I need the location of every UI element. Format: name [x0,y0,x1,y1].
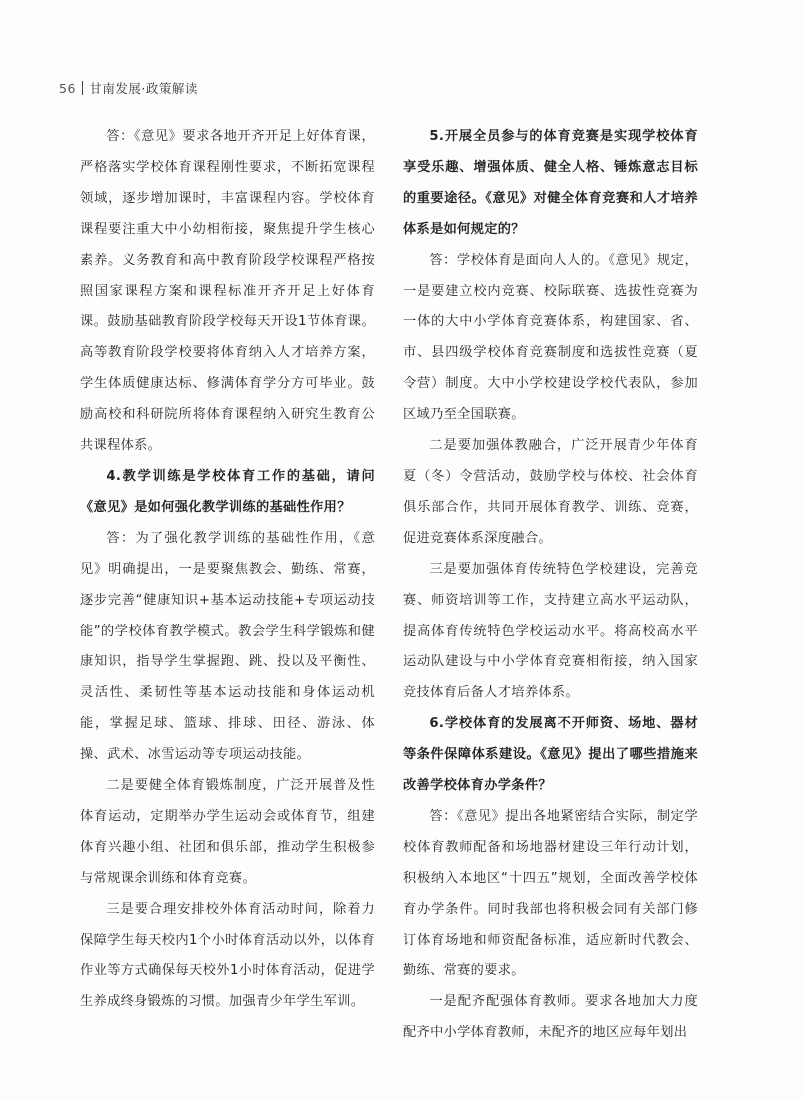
paragraph: 答：为了强化教学训练的基础性作用，《意见》明确提出，一是要聚焦教会、勤练、常赛，逐步完善“健康知识+基本运动技能+专项运动技能”的学校体育教学模式。教会学生科学锻炼和健康知识，指导学生掌握跑、跳、投以及平衡性、灵活性、柔韧性等基本运动技能和身体运动机能，掌握足球、篮球、排球、田径、游泳、体操、武术、冰雪运动等专项运动技能。 [80,530,375,763]
left-column [80,122,375,1018]
paragraph: 二是要健全体育锻炼制度，广泛开展普及性体育运动，定期举办学生运动会或体育节，组建体育兴趣小组、社团和俱乐部，推动学生积极参与常规课余训练和体育竞赛。 [80,778,375,886]
paragraph: 一是配齐配强体育教师。要求各地加大力度配齐中小学体育教师，未配齐的地区应每年划出 [403,994,698,1041]
page-number: 56 [59,80,76,96]
paragraph: 二是要加强体教融合，广泛开展青少年体育夏（冬）令营活动，鼓励学校与体校、社会体育俱乐部合作，共同开展体育教学、训练、竞赛，促进竞赛体系深度融合。 [403,438,698,546]
right-column [403,122,698,1049]
paragraph: 三是要加强体育传统特色学校建设，完善竞赛、师资培训等工作，支持建立高水平运动队，提高体育传统特色学校运动水平。将高校高水平运动队建设与中小学体育竞赛相衔接，纳入国家竞技体育后备人才培养体系。 [403,561,698,701]
paragraph: 答：《意见》提出各地紧密结合实际，制定学校体育教师配备和场地器材建设三年行动计划，积极纳入本地区“十四五”规划，全面改善学校体育办学条件。同时我部也将积极会同有关部门修订体育场地和师资配备标准，适应新时代教会、勤练、常赛的要求。 [403,808,698,979]
question-heading: 5.开展全员参与的体育竞赛是实现学校体育享受乐趣、增强体质、健全人格、锤炼意志目标的重要途径。《意见》对健全体育竞赛和人才培养体系是如何规定的？ [403,129,698,237]
header-divider [82,81,84,95]
paragraph: 三是要合理安排校外体育活动时间，除着力保障学生每天校内1个小时体育活动以外，以体育作业等方式确保每天校外1小时体育活动，促进学生养成终身锻炼的习惯。加强青少年学生军训。 [80,901,375,1010]
section-title: 甘南发展·政策解读 [89,81,198,96]
question-heading: 4.教学训练是学校体育工作的基础，请问《意见》是如何强化教学训练的基础性作用？ [80,468,375,515]
paragraph: 答：学校体育是面向人人的。《意见》规定，一是要建立校内竞赛、校际联赛、选拔性竞赛为一体的大中小学体育竞赛体系，构建国家、省、市、县四级学校体育竞赛制度和选拔性竞赛（夏令营）制度。大中小学校建设学校代表队，参加区域乃至全国联赛。 [403,252,698,423]
paragraph: 答：《意见》要求各地开齐开足上好体育课，严格落实学校体育课程刚性要求，不断拓宽课程领域，逐步增加课时，丰富课程内容。学校体育课程要注重大中小幼相衔接，聚焦提升学生核心素养。义务教育和高中教育阶段学校课程严格按照国家课程方案和课程标准开齐开足上好体育课。鼓励基础教育阶段学校每天开设1节体育课。高等教育阶段学校要将体育纳入人才培养方案，学生体质健康达标、修满体育学分方可毕业。鼓励高校和科研院所将体育课程纳入研究生教育公共课程体系。 [80,129,375,454]
question-heading: 6.学校体育的发展离不开师资、场地、器材等条件保障体系建设。《意见》提出了哪些措施来改善学校体育办学条件？ [403,716,698,794]
running-header [59,79,198,97]
